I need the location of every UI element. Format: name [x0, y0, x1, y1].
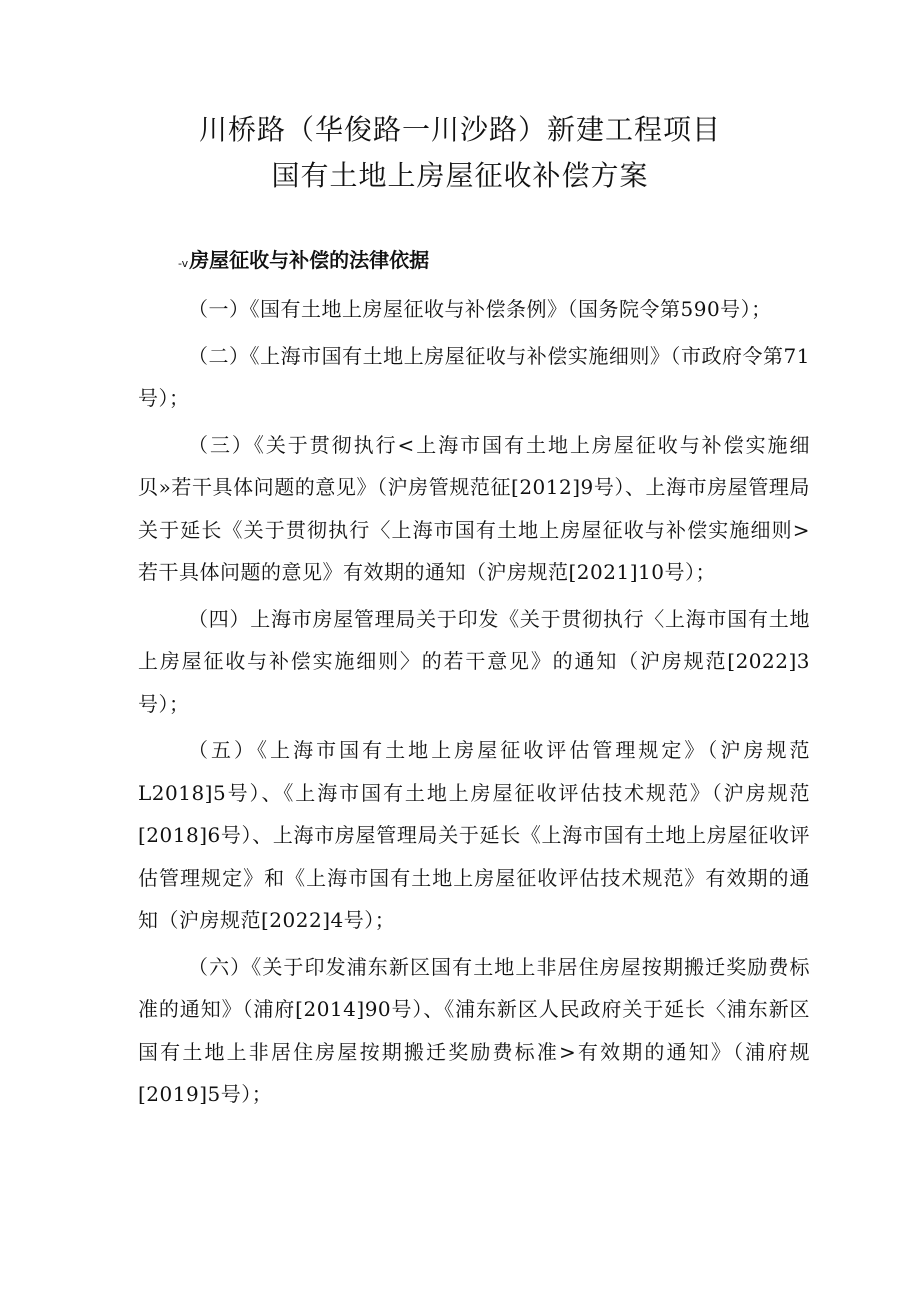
paragraph-5: （五）《上海市国有土地上房屋征收评估管理规定》（沪房规范L2018]5号）、《上海市国有土地上房屋征收评估技术规范》（沪房规范[2018]6号）、上海市房屋管理局关于延长《上海市国有土地上房屋征收评估管理规定》和《上海市国有土地上房屋征收评估技术规范》有效期的通知（沪房规范[2022]4号）； — [138, 738, 810, 932]
document-title-line2: 国有土地上房屋征收补偿方案 — [271, 159, 649, 192]
paragraph-2: （二）《上海市国有土地上房屋征收与补偿实施细则》（市政府令第71号）； — [138, 343, 810, 410]
paragraph-1: （一）《国有土地上房屋征收与补偿条例》（国务院令第590号）； — [188, 297, 772, 321]
document-title-line1: 川桥路（华俊路一川沙路）新建工程项目 — [198, 113, 721, 146]
paragraph-6: （六）《关于印发浦东新区国有土地上非居住房屋按期搬迁奖励费标准的通知》（浦府[2014]90号）、《浦东新区人民政府关于延长〈浦东新区国有土地上非居住房屋按期搬迁奖励费标准>有效期的通知》（浦府规[2019]5号）； — [138, 954, 810, 1106]
paragraph-4: （四）上海市房屋管理局关于印发《关于贯彻执行〈上海市国有土地上房屋征收与补偿实施细则〉的若干意见》的通知（沪房规范[2022]3号）； — [138, 606, 810, 716]
paragraph-3: （三）《关于贯彻执行<上海市国有土地上房屋征收与补偿实施细贝»若干具体问题的意见》（沪房管规范征[2012]9号）、上海市房屋管理局关于延长《关于贯彻执行〈上海市国有土地上房屋征收与补偿实施细则>若干具体问题的意见》有效期的通知（沪房规范[2021]10号）； — [138, 432, 810, 584]
section-marker: -v — [178, 257, 189, 270]
document-body — [138, 288, 810, 1120]
section-heading-text: 房屋征收与补偿的法律依据 — [189, 248, 430, 272]
section-heading — [178, 244, 429, 273]
